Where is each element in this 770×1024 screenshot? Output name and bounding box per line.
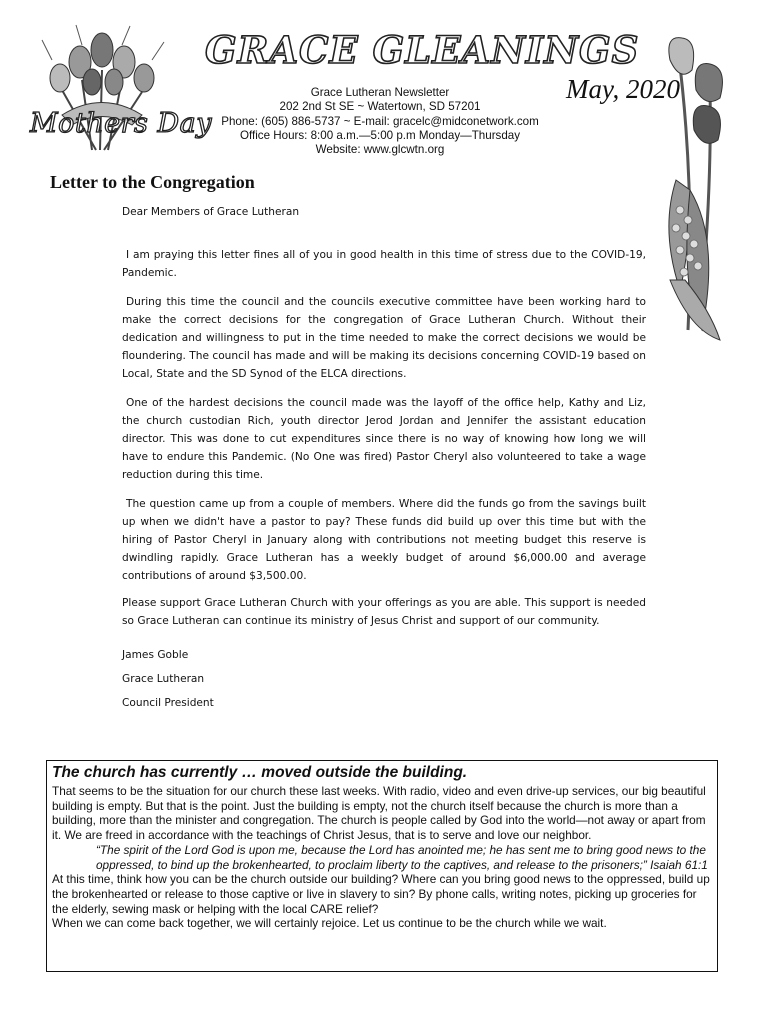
signature-org: Grace Lutheran <box>122 672 205 685</box>
letter-paragraph: Please support Grace Lutheran Church with your offerings as you are able. This support is needed so Grace Lutheran can continue its ministry of Jesus Christ and support of our community. <box>122 597 646 628</box>
church-address: 202 2nd St SE ~ Watertown, SD 57201 <box>279 100 481 114</box>
signature-role: Council President <box>122 696 214 709</box>
newsletter-name: Grace Lutheran Newsletter <box>310 86 450 99</box>
article-paragraph: At this time, think how you can be the church outside our building? Where can you bring good news to the oppressed, build up the brokenhearted or release to those captive or live in slavery to sin? By phone calls, writing notes, picking up groceries for the elderly, sewing mask or helping with the local CARE relief? <box>52 872 710 916</box>
letter-paragraph: The question came up from a couple of members. Where did the funds go from the savings built up when we didn't have a pastor to pay? These funds did build up over this time but with the hiring of Pastor Cheryl in January along with contributions not meeting budget this reserve is dwindling rapidly. Grace Lutheran has a weekly budget of around $6,000.00 and average contributions of around $3,500.00. <box>122 498 646 582</box>
issue-date: May, 2020 <box>566 74 680 104</box>
signature-name: James Goble <box>122 648 189 661</box>
church-contact: Phone: (605) 886-5737 ~ E-mail: gracelc@midconetwork.com <box>221 114 539 128</box>
header-contact-info <box>180 86 580 157</box>
letter-paragraph: One of the hardest decisions the council made was the layoff of the office help, Kathy and Liz, the church custodian Rich, youth director Jerod Jordan and Jennifer the assistant education director. This was done to cut expenditures since there is no way of knowing how long we will have to endure this Pandemic. (No One was fired) Pastor Cheryl also volunteered to take a wage reduction during this time. <box>122 397 646 481</box>
tulip-illustration <box>650 30 760 350</box>
article-paragraph: When we can come back together, we will certainly rejoice. Let us continue to be the church while we wait. <box>52 916 607 931</box>
letter-paragraph: During this time the council and the councils executive committee have been working hard to make the correct decisions for the congregation of Grace Lutheran Church. Without their dedication and willingness to put in the time needed to make the correct decisions we would be floundering. The council has made and will be making its decisions concerning COVID-19 based on Local, State and the SD Synod of the ELCA directions. <box>122 296 646 380</box>
section-title: Letter to the Congregation <box>50 172 255 192</box>
mothers-day-label: Mothers Day <box>30 108 212 139</box>
office-hours: Office Hours: 8:00 a.m.—5:00 p.m Monday—Thursday <box>239 128 521 142</box>
article-heading: The church has currently … moved outside the building. <box>52 764 468 781</box>
letter-salutation: Dear Members of Grace Lutheran <box>122 206 300 218</box>
mothers-day-bouquet-illustration <box>22 20 182 160</box>
article-paragraph: That seems to be the situation for our church these last weeks. With radio, video and even drive-up services, our big beautiful building is empty. But that is the point. Just the building is empty, not the church itself because the church is more than a building, more than the minister and congregation. The church is people called by God into the world—not away or apart from it. We are freed in accordance with the teachings of Christ Jesus, that is to serve and love our neighbor. <box>52 784 706 843</box>
letter-paragraph: I am praying this letter fines all of you in good health in this time of stress due to the COVID-19, Pandemic. <box>122 248 646 279</box>
scripture-quote: “The spirit of the Lord God is upon me, because the Lord has anointed me; he has sent me to bring good news to the oppressed, to bind up the brokenhearted, to proclaim liberty to the captives, and release to the prisoners;” Isaiah 61:1 <box>96 842 708 872</box>
church-outside-building-article <box>46 760 718 972</box>
newsletter-masthead-title: GRACE GLEANINGS <box>205 28 640 72</box>
church-website: Website: www.glcwtn.org <box>315 143 445 157</box>
council-letter <box>122 204 646 712</box>
